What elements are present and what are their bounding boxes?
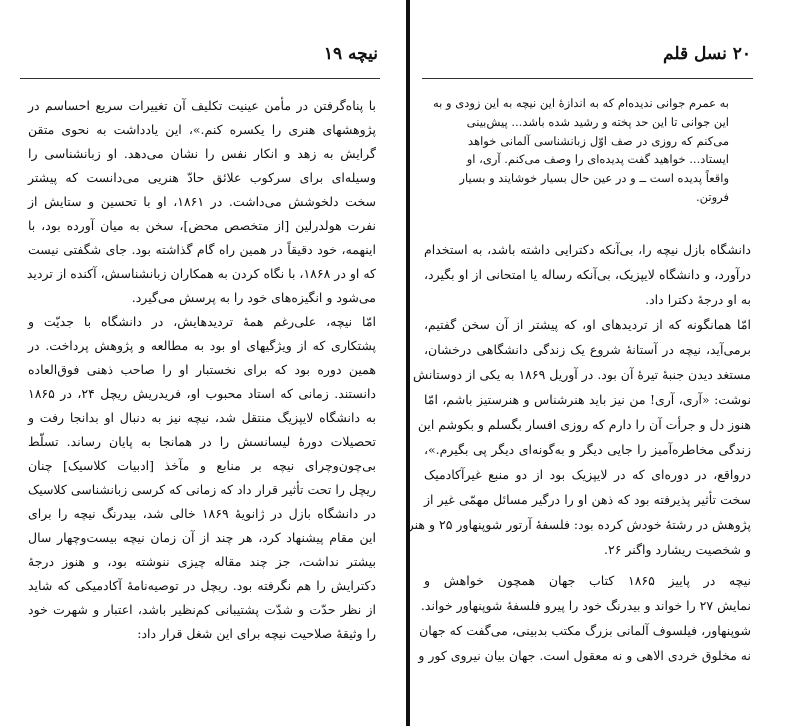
text-line: ریچل را تحت تأثیر قرار داد که زمانی که کرسی زبانشناسی کلاسیک xyxy=(28,482,377,497)
text-line: دانشگاه بازل نیچه را، بی‌آنکه دکترایی داشته باشد، به استخدام xyxy=(424,241,751,257)
text-line: زندگی مخاطره‌آمیز را جایی دیگر و به‌گونه‌ای دیگر پی بگیرم.»، xyxy=(424,441,751,457)
quote-line: به عمرم جوانی ندیده‌ام که به اندازهٔ این نیچه به این زودی و به xyxy=(433,96,729,110)
text-line: را وثیقهٔ صلاحیت نیچه برای این شغل قرار داد: xyxy=(137,626,376,641)
text-line: وسیله‌ای برای سرکوب علائق حادّ هنریی می‌دانست که پیشتر xyxy=(28,170,376,185)
header-rule xyxy=(422,78,753,79)
text-line: درآورد، و دانشگاه لایپزیک، بی‌آنکه رساله یا امتحانی از او بگیرد، xyxy=(424,266,751,282)
text-line: گرایش به زهد و انکار نفس را نشان می‌دهد. او زبانشناسی را xyxy=(28,146,376,161)
text-line: همین دوره بود که برای نخستبار او را صاحب ذهنی فوق‌العاده xyxy=(28,362,376,377)
text-line: نیچه در پاییز ۱۸۶۵ کتاب جهان همچون خواهش و xyxy=(424,572,752,588)
block-quote xyxy=(424,94,751,207)
text-line: که او در ۱۸۶۸، با نگاه کردن به همکاران زبانشناسش، آکنده از تردید xyxy=(26,266,376,281)
text-line: درواقع، در دوره‌ای که در لایپزیک بود از دو منبع غیرآکادمیک xyxy=(424,466,751,482)
text-line: تحصیلات دورهٔ لیسانسش را در همانجا به پایان رساند. تسلّط xyxy=(28,434,376,449)
text-line: نوشت: «آری، آری! من نیز باید هنرشناس و هنرستیز باشم، امّا xyxy=(424,391,751,407)
text-line: نمایش ۲۷ را خواند و بیدرنگ خود را پیرو فلسفهٔ شوپنهاور خواند. xyxy=(420,597,751,613)
text-line: نه مخلوق خردی الاهی و نه معقول است. جهان بیان نیروی کور و xyxy=(418,647,751,663)
text-line: به دانشگاه لایپزیگ منتقل شد، نیچه نیز به دنبال او بدانجا رفت و xyxy=(28,410,376,425)
quote-line: این جوانی تا این حد پخته و رشید شده باشد... پیش‌بینی xyxy=(466,114,729,129)
quote-line: ایستاد... خواهید گفت پدیده‌ای را وصف می‌کنم. آری، او xyxy=(466,152,729,167)
text-line: اینهمه، خود دقیقاً در همین راه گام گذاشته بود. جای شگفتی نیست xyxy=(28,242,376,257)
text-line: پشتکاری که از ویژگیهای او بود به مطالعه و پژوهش پرداخت. در xyxy=(28,338,376,353)
quote-line: می‌کنم که روزی در صف اوّل زبانشناسی آلمانی خواهد xyxy=(468,133,729,148)
text-line: امّا نیچه، علی‌رغم همهٔ تردیدهایش، در دانشگاه با جدیّت و xyxy=(28,314,376,329)
text-line: شوپنهاور، فیلسوف آلمانی بزرگ مکتب بدبینی، می‌گفت که جهان xyxy=(419,622,751,638)
text-line: بیشتر نداشت، جز چند مقاله چیزی ننوشته بود، و هنوز درجهٔ xyxy=(28,554,376,569)
right-body-text xyxy=(407,94,752,668)
text-line: سخت تأثیر پذیرفته بود که ذهن او را درگیر مسائل مهمّی غیر از xyxy=(424,491,751,507)
text-line: این مقام پیشنهاد کرد، هر چند از آن زمان نیچه بیست‌وچهار سال xyxy=(28,530,376,545)
text-line: پژوهش در رشتهٔ خودش کرده بود: فلسفهٔ آرتور شوپنهاور ۲۵ و هنر xyxy=(407,516,751,532)
text-line: بی‌چون‌وچرای نیچه بر منابع و مآخذ [ادبیات کلاسیک] چنان xyxy=(28,458,376,473)
text-line: مستغد دیدن جنبهٔ تیرهٔ آن بود. در آوریل ۱۸۶۹ به یکی از دوستانش xyxy=(412,366,751,382)
page-header: ۲۰ نسل قلم xyxy=(663,44,751,64)
text-line: از نظر حدّت و شدّت پشتیبانی کم‌نظیر باشد، اعتبار و شهرت خود xyxy=(28,602,376,617)
text-line: در دانشگاه بازل در ژانویهٔ ۱۸۶۹ خالی شد، بیدرنگ نیچه را برای xyxy=(28,506,376,521)
header-rule xyxy=(20,78,380,79)
text-line: دکترایش را هم نگرفته بود. ریچل در توصیه‌نامهٔ آکادمیکی که شاید xyxy=(28,578,376,593)
text-line: برمی‌آید، نیچه در آستانهٔ شروع یک زندگی دانشگاهی درخشان، xyxy=(424,341,751,357)
text-line: می‌شود و انگیزه‌های خود را به پرسش می‌گیرد. xyxy=(131,290,376,305)
page-header: نیچه ۱۹ xyxy=(323,44,378,64)
quote-line: فروتن. xyxy=(695,189,729,204)
left-body-text xyxy=(28,94,376,646)
text-line: به او درجهٔ دکترا داد. xyxy=(645,291,751,307)
text-line: پژوهشهای هنری را یکسره کنم.»، این یادداشت به نحوی متقن xyxy=(28,122,376,137)
text-line: سخت دلخوشش می‌داشت. در ۱۸۶۱، او با تحسین و ستایش از xyxy=(28,194,376,209)
text-line: دانستند. زمانی که استاد محبوب او، فریدریش ریچل ۲۴، در ۱۸۶۵ xyxy=(28,386,376,401)
text-line: امّا همانگونه که از تردیدهای او، که پیشتر از آن سخن گفتیم، xyxy=(424,316,751,332)
text-line: با پناه‌گرفتن در مأمن عینیت تکلیف آن تغییرات سریع احساسم در xyxy=(28,98,376,113)
quote-line: واقعاً پدیده است ــ و در عین حال بسیار خوشایند و بسیار xyxy=(459,171,729,186)
right-page xyxy=(407,0,809,726)
text-line: نفرت هولدرلین [از متخصص محض]، سخن به میان آورده بود، با xyxy=(28,218,376,233)
text-line: هنوز دل و جرأت آن را دارم که روزی افسار بگسلم و بکوشم این xyxy=(417,416,751,432)
text-line: و شخصیت ریشارد واگنر ۲۶. xyxy=(604,541,751,557)
